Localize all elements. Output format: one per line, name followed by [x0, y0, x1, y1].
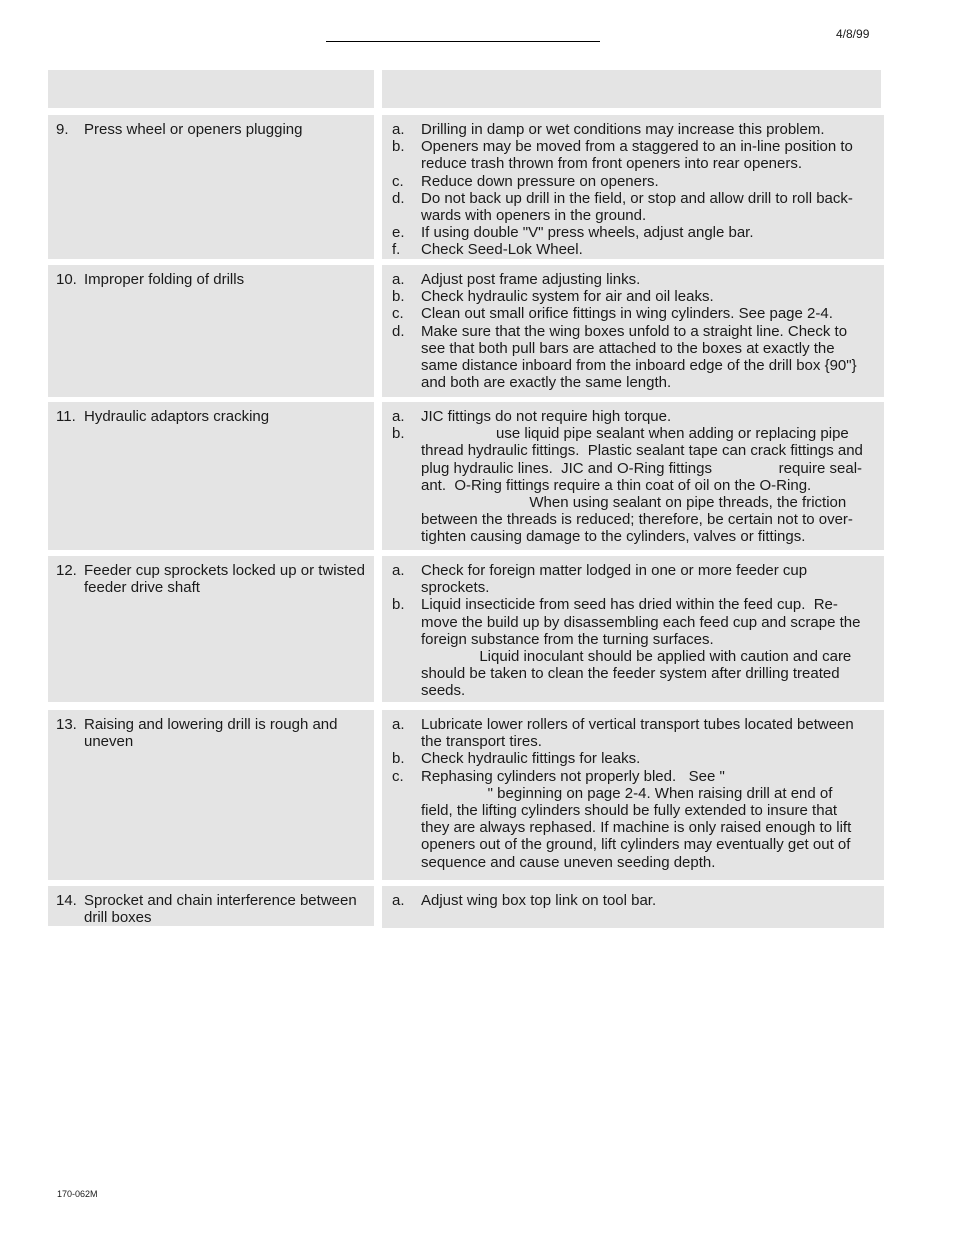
solution-text: Make sure that the wing boxes unfold to a straight line. Check to see that both pull bars are attached to the boxes at exactly the same distance inboard from the inboard edge of the drill box {90"} and both are exactly the same length. [421, 322, 857, 392]
problem-item [56, 408, 366, 425]
solution-text: Check for foreign matter lodged in one or more feeder cup sprockets. [421, 562, 808, 597]
problem-item [56, 892, 366, 926]
solution-text: If using double "V" press wheels, adjust angle bar. [421, 224, 754, 242]
solution-text: Lubricate lower rollers of vertical transport tubes located between the transport tires. [421, 716, 854, 751]
solution-line: plug hydraulic lines. JIC and O-Ring fittings require seal- [421, 459, 863, 477]
solution-line: move the build up by disassembling each feed cup and scrape the [421, 613, 861, 631]
solution-text [421, 596, 874, 699]
solution-letter: b. [392, 288, 405, 306]
problem-item [56, 121, 366, 138]
problem-text: Feeder cup sprockets locked up or twisted feeder drive shaft [84, 562, 365, 597]
solution-text: Check hydraulic system for air and oil leaks. [421, 288, 714, 306]
problem-number: 11. [56, 408, 76, 425]
solution-line: When using sealant on pipe threads, the friction [421, 494, 847, 512]
solution-item [392, 596, 874, 699]
solution-text [421, 768, 874, 871]
problem-cell [48, 265, 374, 397]
problem-text: Improper folding of drills [84, 271, 245, 288]
solution-letter: a. [392, 892, 405, 909]
solution-letter: f. [392, 241, 401, 259]
solution-item [392, 288, 874, 305]
problem-item [56, 716, 366, 750]
problem-number: 14. [56, 892, 77, 909]
solution-line: sequence and cause uneven seeding depth. [421, 853, 716, 871]
solution-item [392, 750, 874, 767]
solution-text: Drilling in damp or wet conditions may increase this problem. [421, 121, 825, 138]
solution-item [392, 768, 874, 871]
solution-letter: c. [392, 172, 404, 190]
problem-number: 12. [56, 562, 77, 579]
solution-line: they are always rephased. If machine is only raised enough to lift [421, 819, 852, 837]
solution-item [392, 425, 874, 545]
solution-text: Adjust post frame adjusting links. [421, 271, 641, 288]
solution-line: Liquid inoculant should be applied with caution and care [421, 648, 852, 666]
solution-item [392, 716, 874, 750]
solution-item [392, 271, 874, 288]
solution-line: field, the lifting cylinders should be fully extended to insure that [421, 802, 838, 820]
solution-item [392, 190, 874, 224]
problem-number: 10. [56, 271, 77, 288]
solution-letter: a. [392, 408, 405, 425]
solution-item [392, 892, 874, 909]
solution-line: tighten causing damage to the cylinders, valves or fittings. [421, 528, 806, 546]
solution-line: between the threads is reduced; therefore, be certain not to over- [421, 511, 853, 529]
solution-letter: a. [392, 121, 405, 138]
solution-text: Reduce down pressure on openers. [421, 172, 659, 190]
problem-text: Hydraulic adaptors cracking [84, 408, 270, 425]
solution-text: Check Seed-Lok Wheel. [421, 241, 583, 259]
date-stamp: 4/8/99 [836, 27, 870, 41]
document-number: 170-062M [57, 1189, 98, 1199]
solution-item [392, 241, 874, 258]
solution-item [392, 562, 874, 596]
problem-number: 9. [56, 121, 69, 138]
solution-text [421, 425, 874, 545]
solution-text: Clean out small orifice fittings in wing cylinders. See page 2-4. [421, 305, 833, 323]
solution-letter: c. [392, 305, 404, 323]
solution-cell [382, 115, 884, 259]
problem-text: Press wheel or openers plugging [84, 121, 303, 138]
solution-text: Check hydraulic fittings for leaks. [421, 750, 641, 768]
problem-column-header [48, 70, 374, 108]
solution-letter: b. [392, 138, 405, 156]
solution-letter: d. [392, 322, 405, 340]
solution-item [392, 224, 874, 241]
solution-letter: b. [392, 750, 405, 768]
solution-item [392, 173, 874, 190]
solution-cell [382, 556, 884, 702]
solution-letter: c. [392, 767, 404, 785]
problem-text: Sprocket and chain interference between drill boxes [84, 892, 357, 927]
solution-text: Adjust wing box top link on tool bar. [421, 892, 657, 909]
solution-item [392, 121, 874, 138]
solution-line: use liquid pipe sealant when adding or replacing pipe [421, 425, 849, 443]
solution-line: ant. O-Ring fittings require a thin coat of oil on the O-Ring. [421, 476, 812, 494]
solution-text: Openers may be moved from a staggered to an in-line position to reduce trash thrown from front openers into rear openers. [421, 138, 853, 173]
solution-cell [382, 265, 884, 397]
solution-line: should be taken to clean the feeder system after drilling treated [421, 665, 840, 683]
problem-cell [48, 710, 374, 880]
solution-line: foreign substance from the turning surfaces. [421, 630, 714, 648]
solution-column-header [382, 70, 881, 108]
title-underline [326, 41, 600, 42]
solution-letter: b. [392, 425, 405, 443]
problem-cell [48, 556, 374, 702]
solution-letter: d. [392, 189, 405, 207]
solution-cell [382, 402, 884, 550]
solution-cell [382, 886, 884, 928]
solution-line: Liquid insecticide from seed has dried within the feed cup. Re- [421, 596, 838, 614]
solution-line: " beginning on page 2-4. When raising drill at end of [421, 784, 833, 802]
solution-text: JIC fittings do not require high torque. [421, 408, 672, 425]
solution-line: Rephasing cylinders not properly bled. See " [421, 767, 725, 785]
problem-cell [48, 402, 374, 550]
solution-line: openers out of the ground, lift cylinders may eventually get out of [421, 836, 851, 854]
solution-letter: a. [392, 716, 405, 733]
solution-letter: e. [392, 224, 405, 242]
solution-letter: b. [392, 596, 405, 614]
solution-item [392, 408, 874, 425]
solution-item [392, 323, 874, 392]
solution-line: thread hydraulic fittings. Plastic sealant tape can crack fittings and [421, 442, 863, 460]
solution-letter: a. [392, 562, 405, 579]
problem-text: Raising and lowering drill is rough and uneven [84, 716, 338, 751]
solution-cell [382, 710, 884, 880]
solution-line: seeds. [421, 682, 466, 700]
solution-item [392, 138, 874, 172]
solution-letter: a. [392, 271, 405, 288]
problem-number: 13. [56, 716, 77, 733]
problem-cell [48, 115, 374, 259]
problem-item [56, 271, 366, 288]
problem-cell [48, 886, 374, 926]
solution-item [392, 305, 874, 322]
solution-text: Do not back up drill in the field, or stop and allow drill to roll back-wards with openers in the ground. [421, 189, 853, 225]
problem-item [56, 562, 366, 596]
